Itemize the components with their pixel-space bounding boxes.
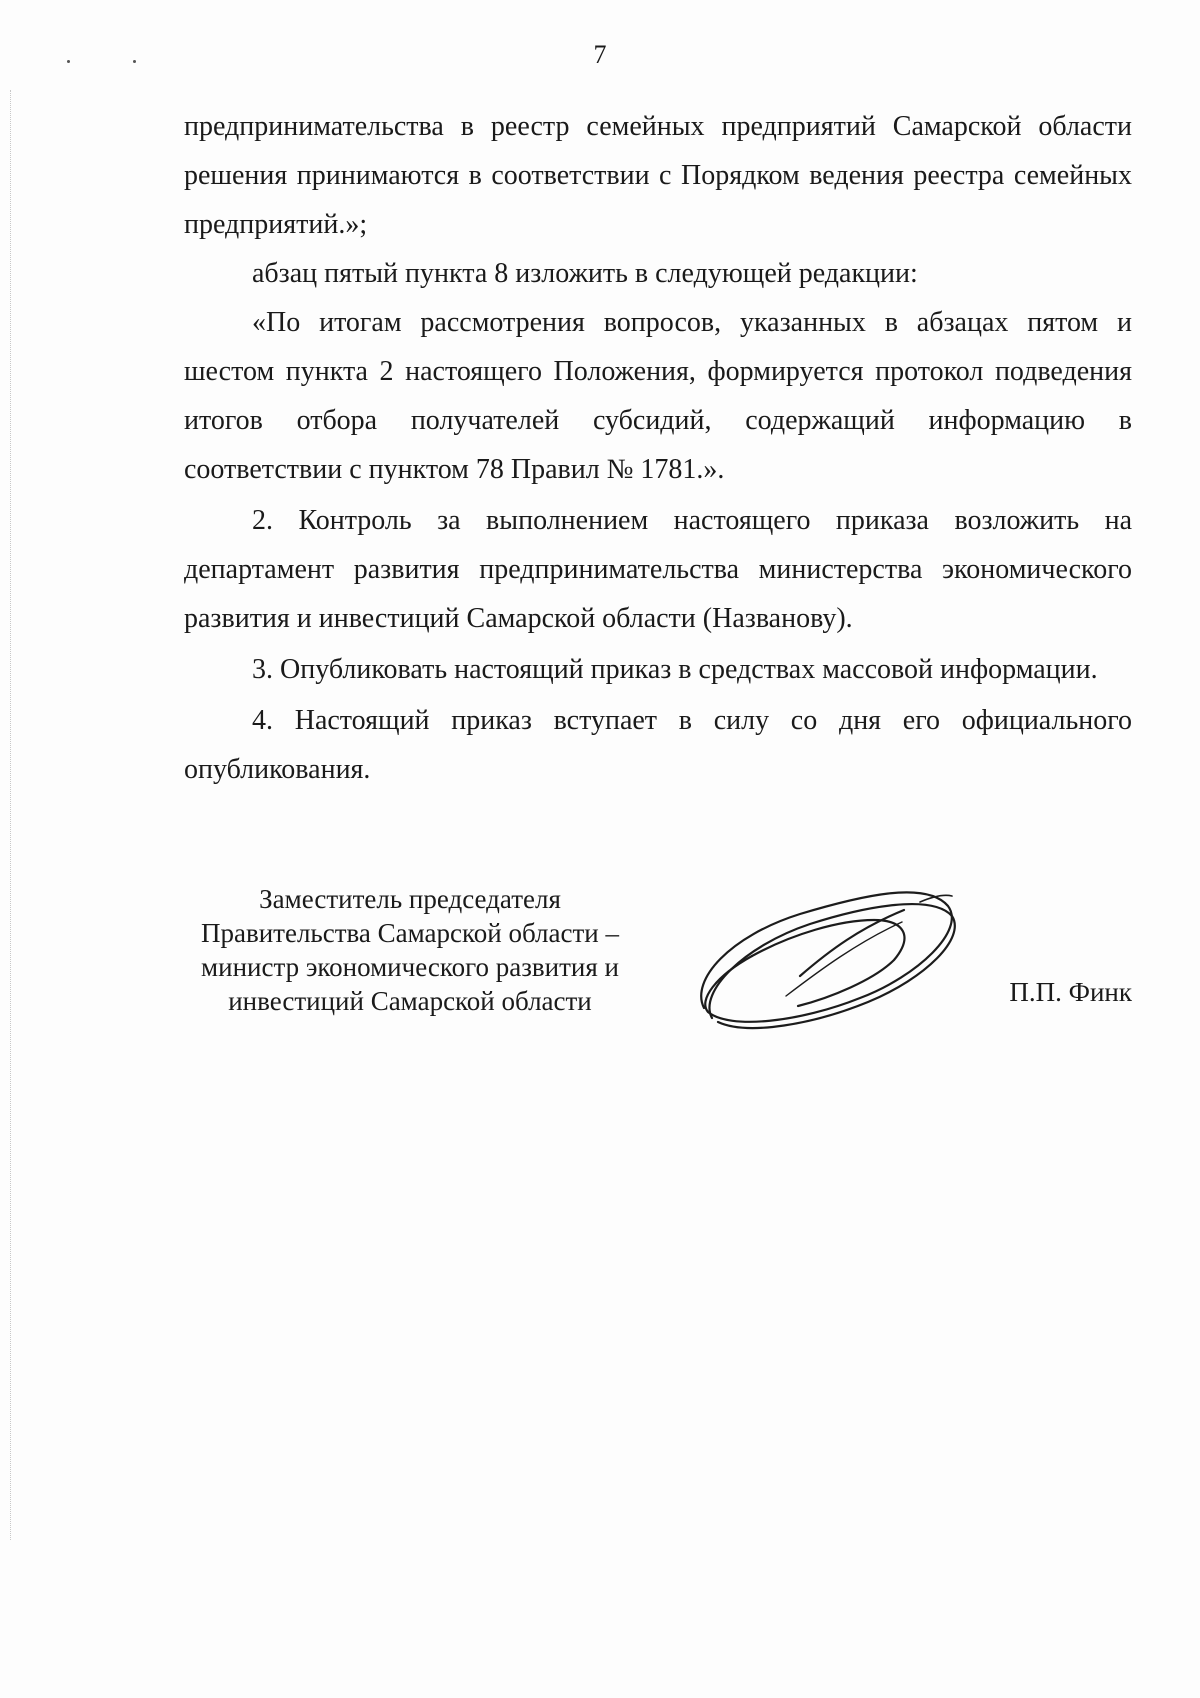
paragraph-item-4-effect: 4. Настоящий приказ вступает в силу со дня его официального опубликования. <box>184 705 1132 785</box>
paragraph-item-3-publish: 3. Опубликовать настоящий приказ в средствах массовой информации. <box>252 654 1098 685</box>
signer-name: П.П. Финк <box>1009 977 1132 1007</box>
paragraph-amend-item-8: абзац пятый пункта 8 изложить в следующей редакции: <box>252 258 918 289</box>
paragraph-quoted-protocol: «По итогам рассмотрения вопросов, указанных в абзацах пятом и шестом пункта 2 настоящего Положения, формируется протокол подведения итогов отбора получателей субсидий, содержащий информацию в соответствии с пунктом 78 Правил № 1781.». <box>184 307 1132 485</box>
position-line: министр экономического развития и <box>201 952 619 982</box>
page-number: 7 <box>593 40 607 69</box>
position-line: Правительства Самарской области – <box>201 918 619 948</box>
position-line: инвестиций Самарской области <box>228 986 592 1016</box>
handwritten-signature <box>690 880 980 1040</box>
paragraph-item-2-control: 2. Контроль за выполнением настоящего приказа возложить на департамент развития предпринимательства министерства экономического развития и инвестиций Самарской области (Названову). <box>184 505 1132 634</box>
paragraph-registry-decisions: предпринимательства в реестр семейных предприятий Самарской области решения принимаются в соответствии с Порядком ведения реестра семейных предприятий.»; <box>184 111 1132 240</box>
scan-edge-line <box>10 90 11 1540</box>
signatory-position <box>175 882 645 1018</box>
position-line: Заместитель председателя <box>259 884 561 914</box>
document-body <box>184 102 1132 794</box>
